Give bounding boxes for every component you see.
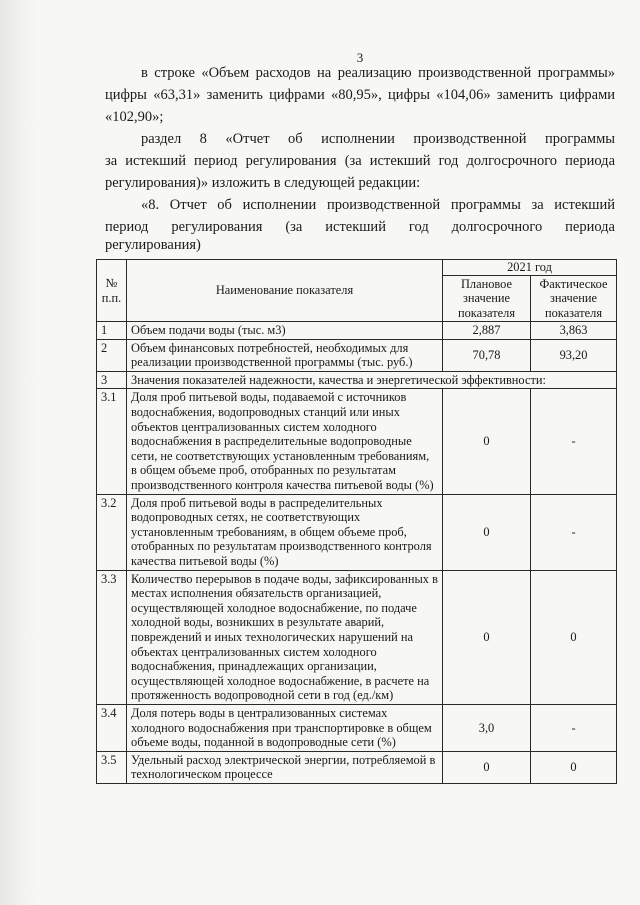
table-row — [97, 339, 617, 371]
row-actual: 93,20 — [531, 339, 617, 371]
paragraph-line: «102,90»; — [105, 109, 164, 125]
row-num: 3.1 — [97, 389, 127, 494]
table-row — [97, 371, 617, 389]
table-row — [97, 570, 617, 704]
row-planned: 0 — [443, 494, 531, 570]
row-num: 3 — [97, 371, 127, 389]
header-actual: Фактическое значение показателя — [531, 275, 617, 322]
row-actual: - — [531, 704, 617, 751]
paragraph-line: за истекший период регулирования (за истекший год долгосрочного периода — [105, 153, 615, 169]
row-name: Доля потерь воды в централизованных системах холодного водоснабжения при транспортировке в общем объеме воды, поданной в водопроводные сети (%) — [127, 704, 443, 751]
paragraph-line: регулирования) — [105, 237, 201, 253]
row-name: Доля проб питьевой воды, подаваемой с источников водоснабжения, водопроводных станций или иных объектов централизованных систем холодного водоснабжения в распределительные водопроводные сети, не соответствующих установленным требованиям, в общем объеме проб, отобранных по результатам производственного контроля качества питьевой воды (%) — [127, 389, 443, 494]
table-row — [97, 704, 617, 751]
row-planned: 70,78 — [443, 339, 531, 371]
row-num: 3.3 — [97, 570, 127, 704]
table-row — [97, 751, 617, 783]
row-actual: 3,863 — [531, 322, 617, 340]
report-table — [96, 259, 617, 784]
row-actual: 0 — [531, 570, 617, 704]
row-name: Значения показателей надежности, качества и энергетической эффективности: — [127, 371, 617, 389]
paragraph-line: «8. Отчет об исполнении производственной программы за истекший — [141, 197, 615, 213]
row-num: 2 — [97, 339, 127, 371]
row-name: Количество перерывов в подаче воды, зафиксированных в местах исполнения обязательств организацией, осуществляющей холодное водоснабжение, по подаче холодной воды, возникших в результате аварий, повреждений и иных технологических нарушений на объектах централизованных систем холодного водоснабжения, принадлежащих организации, осуществляющей холодное водоснабжение, в расчете на протяженность водопроводной сети в год (ед./км) — [127, 570, 443, 704]
header-year: 2021 год — [443, 260, 617, 276]
table-header-row — [97, 260, 617, 276]
row-planned: 0 — [443, 751, 531, 783]
header-planned: Плановое значение показателя — [443, 275, 531, 322]
row-actual: 0 — [531, 751, 617, 783]
row-planned: 3,0 — [443, 704, 531, 751]
table-row — [97, 494, 617, 570]
row-num: 3.4 — [97, 704, 127, 751]
row-planned: 2,887 — [443, 322, 531, 340]
paragraph-line: цифры «63,31» заменить цифрами «80,95», цифры «104,06» заменить цифрами — [105, 87, 615, 103]
table-row — [97, 322, 617, 340]
row-num: 3.2 — [97, 494, 127, 570]
row-name: Объем финансовых потребностей, необходимых для реализации производственной программы (тыс. руб.) — [127, 339, 443, 371]
row-name: Доля проб питьевой воды в распределительных водопроводных сетях, не соответствующих установленным требованиям, в общем объеме проб, отобранных по результатам производственного контроля качества питьевой воды (%) — [127, 494, 443, 570]
paragraph-line: в строке «Объем расходов на реализацию производственной программы» — [141, 65, 615, 81]
row-actual: - — [531, 389, 617, 494]
row-name: Объем подачи воды (тыс. м3) — [127, 322, 443, 340]
paragraph-line: регулирования)» изложить в следующей редакции: — [105, 175, 421, 191]
row-planned: 0 — [443, 389, 531, 494]
paragraph-line: раздел 8 «Отчет об исполнении производственной программы — [141, 131, 615, 147]
row-name: Удельный расход электрической энергии, потребляемой в технологическом процессе — [127, 751, 443, 783]
row-planned: 0 — [443, 570, 531, 704]
row-actual: - — [531, 494, 617, 570]
paragraph-line: период регулирования (за истекший год долгосрочного периода — [105, 219, 615, 235]
page-number: 3 — [356, 50, 364, 65]
header-name: Наименование показателя — [127, 260, 443, 322]
scan-left-edge — [0, 0, 40, 905]
row-num: 1 — [97, 322, 127, 340]
row-num: 3.5 — [97, 751, 127, 783]
header-num: № п.п. — [97, 260, 127, 322]
table-row — [97, 389, 617, 494]
